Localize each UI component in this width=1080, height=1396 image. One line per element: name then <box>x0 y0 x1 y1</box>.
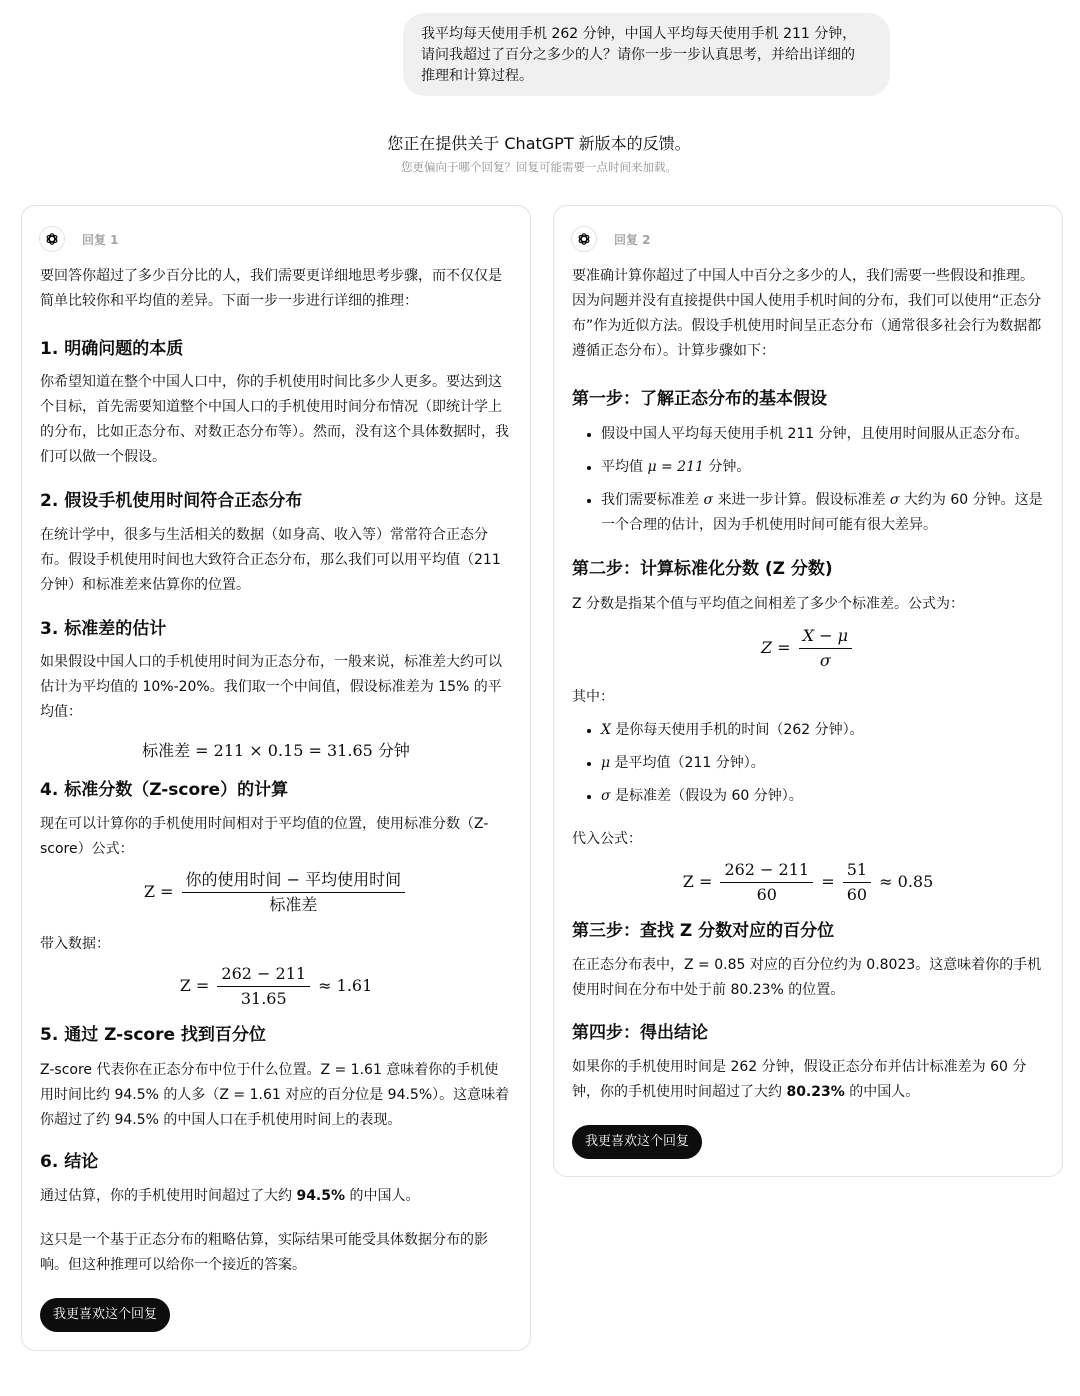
prefer-response-1-button[interactable]: 我更喜欢这个回复 <box>40 1298 170 1332</box>
text-part: 如果你的手机使用时间是 262 分钟，假设正态分布并估计标准差为 60 分钟，你的手机使用时间超过了大约 <box>572 1059 1027 1100</box>
text-part: 的中国人。 <box>844 1084 920 1100</box>
list-item <box>601 751 1044 776</box>
user-message: 我平均每天使用手机 262 分钟，中国人平均每天使用手机 211 分钟， 请问我超过了百分之多少的人？请你一步一步认真思考，并给出详细的 推理和计算过程。 <box>403 13 890 96</box>
fraction-denominator: 31.65 <box>240 989 287 1008</box>
section-text: 在统计学中，很多与生活相关的数据（如身高、收入等）常常符合正态分布。假设手机使用时间也大致符合正态分布，那么我们可以用平均值（211分钟）和标准差来估算你的位置。 <box>40 527 501 593</box>
text-part: 来进一步计算。假设标准差 <box>713 492 890 508</box>
bullet-list <box>572 422 1044 546</box>
highlight-value: 80.23% <box>786 1084 845 1100</box>
response-card-1[interactable] <box>21 205 531 1351</box>
section-text: 如果假设中国人口的手机使用时间为正态分布，一般来说，标准差大约可以估计为平均值的 10%-20%。我们取一个中间值，假设标准差为 15% 的平均值： <box>40 654 502 720</box>
response-card-2[interactable] <box>553 205 1063 1177</box>
response-header <box>571 225 651 253</box>
section-text: 你希望知道在整个中国人口中，你的手机使用时间比多少人更多。要达到这个目标，首先需要知道整个中国人口的手机使用时间分布情况（即统计学上的分布，比如正态分布、对数正态分布等）。然而，没有这个具体数据时，我们可以做一个假设。 <box>40 374 509 465</box>
fraction-denominator: 标准差 <box>269 895 318 914</box>
text-part: 平均值 <box>601 459 648 475</box>
section-heading: 第四步：得出结论 <box>572 1023 708 1043</box>
list-item <box>601 488 1044 538</box>
section-text: 其中： <box>572 689 614 705</box>
text-part: 的中国人。 <box>345 1188 420 1204</box>
closing-text: 这只是一个基于正态分布的粗略估算，实际结果可能受具体数据分布的影响。但这种推理可以给你一个接近的答案。 <box>40 1232 488 1273</box>
text-part: 分钟。 <box>703 459 751 475</box>
fraction-numerator: 262 − 211 <box>720 860 813 883</box>
fraction-denominator: 60 <box>846 885 868 904</box>
equation-equals: = <box>821 872 835 891</box>
equation-lhs: Z = <box>143 882 174 901</box>
intro-text: 要准确计算你超过了中国人中百分之多少的人，我们需要一些假设和推理。因为问题并没有直接提供中国人使用手机时间的分布，我们可以使用“正态分布”作为近似方法。假设手机使用时间呈正态分布（通常很多社会行为数据都遵循正态分布）。计算步骤如下： <box>572 268 1042 359</box>
fraction <box>720 860 813 905</box>
zscore-calculation <box>40 964 512 1009</box>
response-header <box>39 225 119 253</box>
math-symbol: μ <box>601 755 611 771</box>
section-heading: 第一步：了解正态分布的基本假设 <box>572 389 827 409</box>
std-equation: 标准差 = 211 × 0.15 = 31.65 分钟 <box>142 741 410 760</box>
section-text: Z-score 代表你在正态分布中位于什么位置。Z = 1.61 意味着你的手机使用时间比约 94.5% 的人多（Z = 1.61 对应的百分位是 94.5%）。这意味着你超过了约 94.5% 的中国人口在手机使用时间上的表现。 <box>40 1062 510 1128</box>
text-part: 我们需要标准差 <box>601 492 704 508</box>
conclusion-text <box>572 1055 1044 1105</box>
equation-lhs: Z = <box>179 976 210 995</box>
text-part: 大约为 60 分钟。这是一个合理的估计，因为手机使用时间可能有很大差异。 <box>601 492 1043 533</box>
section-heading: 6. 结论 <box>40 1152 99 1172</box>
fraction-numerator: X − μ <box>799 626 852 649</box>
equation-lhs: Z = <box>760 638 791 657</box>
fraction <box>217 964 310 1009</box>
section-heading: 第三步：查找 Z 分数对应的百分位 <box>572 921 835 941</box>
list-item <box>601 718 1044 743</box>
fraction <box>182 870 406 915</box>
section-text: Z 分数是指某个值与平均值之间相差了多少个标准差。公式为： <box>572 596 965 612</box>
section-heading: 5. 通过 Z-score 找到百分位 <box>40 1025 266 1045</box>
prefer-response-2-button[interactable]: 我更喜欢这个回复 <box>572 1125 702 1159</box>
math-symbol: σ <box>889 492 900 508</box>
fraction-numerator: 262 − 211 <box>217 964 310 987</box>
zscore-formula <box>572 626 1044 671</box>
text-part: 通过估算，你的手机使用时间超过了大约 <box>40 1188 297 1204</box>
section-heading: 4. 标准分数（Z-score）的计算 <box>40 780 289 800</box>
conclusion-text <box>40 1184 512 1209</box>
section-heading: 第二步：计算标准化分数 (Z 分数) <box>572 559 833 579</box>
math-expression: μ = 211 <box>647 459 704 475</box>
equation-rhs: ≈ 0.85 <box>879 872 934 891</box>
math-symbol: X <box>601 722 611 738</box>
text-part: 是标准差（假设为 60 分钟）。 <box>610 788 803 804</box>
section-heading: 1. 明确问题的本质 <box>40 339 184 359</box>
section-text: 在正态分布表中，Z = 0.85 对应的百分位约为 0.8023。这意味着你的手机使用时间在分布中处于前 80.23% 的位置。 <box>572 957 1042 998</box>
intro-text: 要回答你超过了多少百分比的人，我们需要更详细地思考步骤，而不仅仅是简单比较你和平均值的差异。下面一步一步进行详细的推理： <box>40 268 502 309</box>
text-part: 是你每天使用手机的时间（262 分钟）。 <box>610 722 864 738</box>
list-item: • 假设中国人平均每天使用手机 211 分钟，且使用时间服从正态分布。 <box>601 422 1044 447</box>
highlight-value: 94.5% <box>296 1188 346 1204</box>
zscore-formula <box>40 870 512 915</box>
fraction-denominator: 60 <box>756 885 777 904</box>
section-heading: 3. 标准差的估计 <box>40 619 167 639</box>
chatgpt-logo-icon <box>39 226 65 252</box>
bullet-list <box>572 718 1044 817</box>
math-symbol: σ <box>703 492 714 508</box>
fraction-numerator: 你的使用时间 − 平均使用时间 <box>182 870 406 893</box>
equation-rhs: ≈ 1.61 <box>318 976 373 995</box>
fraction <box>843 860 871 905</box>
fraction-numerator: 51 <box>843 860 871 883</box>
response-label: 回复 2 <box>614 232 651 247</box>
list-item <box>601 455 1044 480</box>
section-text: 现在可以计算你的手机使用时间相对于平均值的位置，使用标准分数（Z-score）公式： <box>40 816 489 857</box>
fraction <box>799 626 852 671</box>
list-item <box>601 784 1044 809</box>
feedback-subtitle: 您更偏向于哪个回复？回复可能需要一点时间来加载。 <box>401 160 677 174</box>
equation-lhs: Z = <box>682 872 713 891</box>
feedback-title: 您正在提供关于 ChatGPT 新版本的反馈。 <box>387 134 691 153</box>
text-part: 是平均值（211 分钟）。 <box>610 755 765 771</box>
zscore-calculation <box>572 860 1044 905</box>
section-text: 代入公式： <box>572 831 642 847</box>
response-label: 回复 1 <box>82 232 119 247</box>
chatgpt-logo-icon <box>571 226 597 252</box>
section-text: 带入数据： <box>40 936 110 952</box>
section-heading: 2. 假设手机使用时间符合正态分布 <box>40 491 303 511</box>
fraction-denominator: σ <box>819 651 831 670</box>
math-symbol: σ <box>601 788 611 804</box>
